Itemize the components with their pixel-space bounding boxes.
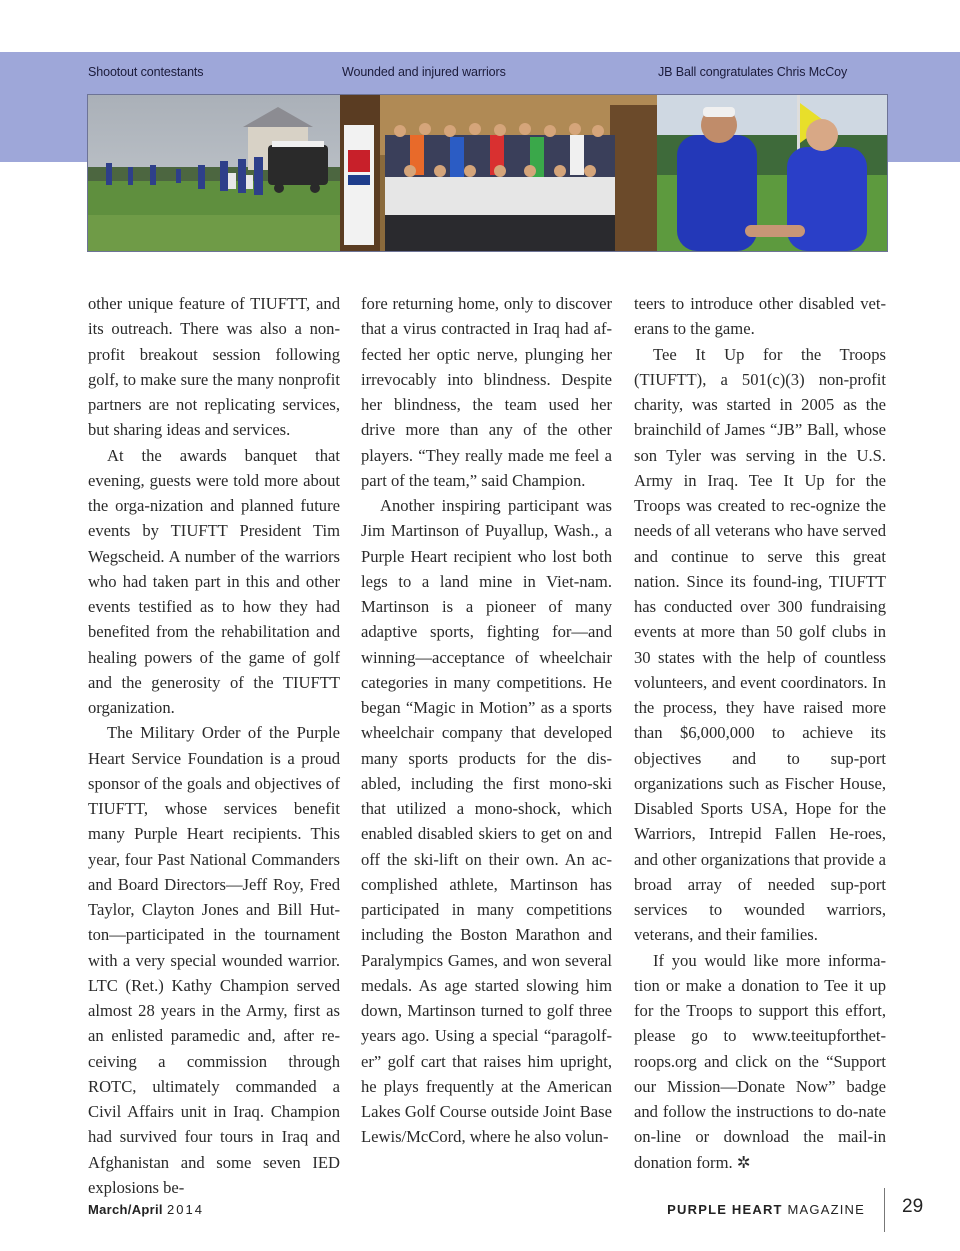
article-column-1 — [88, 291, 340, 1200]
paragraph: Tee It Up for the Troops (TIUFTT), a 501(c)(3) non-profit charity, was started in 2005 as the brainchild of James “JB” Ball, whose son Tyler was serving in the U.S. Army in Iraq. Tee It Up for the Troops was created to rec-ognize the needs of all veterans who have served and continue to serve this great nation. Since its found-ing, TIUFTT has conducted over 300 fundraising events at more than 50 golf clubs in 30 states with the help of countless volunteers, and event coordinators. In the process, they have raised more than $6,000,000 to achieve its objectives and to sup-port organizations such as Fischer House, Disabled Sports USA, Hope for the Warriors, Intrepid Fallen He-roes, and other organizations that provide a broad array of needed sup-port services to wounded warriors, veterans, and their families. — [634, 344, 886, 945]
paragraph: At the awards banquet that evening, guests were told more about the orga-nization and planned future events by TIUFTT President Tim Wegscheid. A number of the warriors who had taken part in this and other events testified as to how they had benefited from the rehabilitation and healing powers of the game of golf and the generosity of the TIUFTT organization. — [88, 445, 340, 717]
magazine-name-bold: PURPLE HEART — [667, 1202, 783, 1217]
caption-handshake: JB Ball congratulates Chris McCoy — [658, 65, 848, 79]
magazine-name — [667, 1202, 865, 1217]
paragraph: Another inspiring participant was Jim Martinson of Puyallup, Wash., a Purple Heart recipient who lost both legs to a land mine in Viet-nam. Martinson is a pioneer of many adaptive sports, fighting for—and winning—acceptance of wheelchair categories in many competitions. He began “Magic in Motion” as a sports wheelchair company that developed many sports products for the dis-abled, including the first mono-ski that utilized a mono-shock, which enabled disabled skiers to get on and off the ski-lift on their own. An ac-complished athlete, Martinson has participated in many competitions including the Boston Marathon and Paralympics Games, and won several medals. As age started slowing him down, Martinson turned to golf three years ago. Using a special “paragolf-er” golf cart that raises him upright, he plays frequently at the American Lakes Golf Course outside Joint Base Lewis/McCord, where he also volun- — [361, 496, 612, 1147]
handshake-photo — [657, 95, 887, 251]
paragraph: If you would like more informa-tion or make a donation to Tee it up for the Troops to support this effort, please go to www.teeitupforthet-roops.org and click on the “Support our Mission—Donate Now” badge and follow the instructions to do-nate on-line or download the mail-in donation form. ✲ — [634, 950, 886, 1172]
paragraph: other unique feature of TIUFTT, and its outreach. There was also a non-profit breakout session following golf, to make sure the many nonprofit partners are not replicating services, but sharing ideas and services. — [88, 294, 340, 440]
article-column-3 — [634, 291, 886, 1175]
caption-wounded-warriors: Wounded and injured warriors — [342, 65, 506, 79]
footer-divider — [884, 1188, 885, 1232]
wounded-warriors-group-photo — [340, 95, 657, 251]
article-column-2 — [361, 291, 612, 1150]
paragraph: teers to introduce other disabled vet-erans to the game. — [634, 294, 886, 339]
page-number: 29 — [902, 1196, 924, 1217]
shootout-contestants-photo — [88, 95, 340, 251]
issue-month: March/April — [88, 1202, 163, 1217]
issue-year: 2014 — [167, 1202, 204, 1217]
caption-shootout: Shootout contestants — [88, 65, 204, 79]
paragraph: fore returning home, only to discover that a virus contracted in Iraq had af-fected her optic nerve, plunging her irrevocably into blindness. Despite her blindness, the team used her drive more than any of the other players. “They really made me feel a part of the team,” said Champion. — [361, 294, 612, 490]
issue-date — [88, 1202, 204, 1217]
paragraph: The Military Order of the Purple Heart Service Foundation is a proud sponsor of the goals and objectives of TIUFTT, whose services benefit many Purple Heart recipients. This year, four Past National Commanders and Board Directors—Jeff Roy, Fred Taylor, Clayton Jones and Bill Hut-ton—participated in the tournament with a very special wounded warrior. LTC (Ret.) Kathy Champion served almost 28 years in the Army, first as an enlisted paramedic and, after re-ceiving a commission through ROTC, ultimately commanded a Civil Affairs unit in Iraq. Champion had survived four tours in Iraq and Afghanistan and some seven IED explosions be- — [88, 723, 340, 1197]
photo-strip — [87, 94, 888, 252]
magazine-name-light: MAGAZINE — [787, 1202, 865, 1217]
